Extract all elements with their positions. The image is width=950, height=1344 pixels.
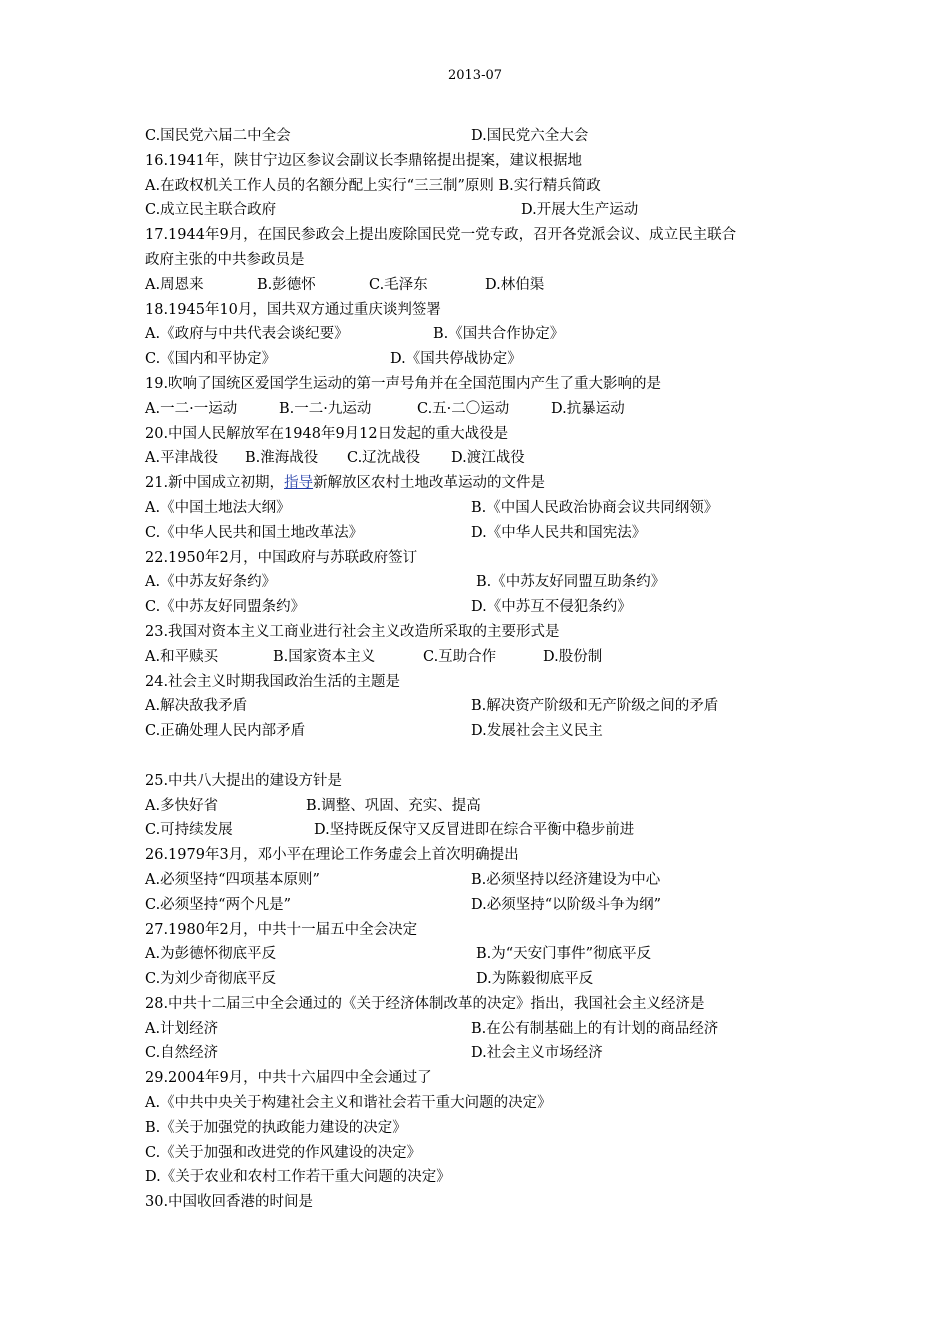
option-b: B.淮海战役 (245, 450, 319, 467)
option-b: B.《国共合作协定》 (433, 326, 565, 343)
option-c: C.为刘少奇彻底平反 (145, 971, 277, 988)
option-a: A.和平赎买 (145, 648, 219, 665)
question-28-options-cd (145, 1041, 845, 1066)
option-c: C.国民党六届二中全会 (145, 128, 291, 144)
option-a: A.《政府与中共代表会谈纪要》 (145, 326, 349, 343)
option-a: A.必须坚持“四项基本原则” (145, 871, 320, 888)
option-d: D.必须坚持“以阶级斗争为纲” (471, 896, 662, 913)
option-d: D.渡江战役 (451, 450, 525, 467)
question-22-options-cd (145, 595, 845, 620)
question-27-options-ab (145, 942, 845, 967)
question-25-options-cd (145, 818, 845, 843)
question-16-options-ab (145, 174, 845, 199)
question-15-options-cd (145, 124, 845, 149)
option-d: D.国民党六全大会 (471, 128, 589, 144)
option-a: A.解决敌我矛盾 (145, 698, 248, 715)
question-21-options-cd (145, 521, 845, 546)
option-b: B.《中国人民政治协商会议共同纲领》 (471, 499, 719, 516)
question-22-stem: 22.1950年2月，中国政府与苏联政府签订 (145, 549, 418, 566)
question-29-option-b: B.《关于加强党的执政能力建设的决定》 (145, 1119, 407, 1136)
option-d: D.坚持既反保守又反冒进即在综合平衡中稳步前进 (314, 822, 635, 839)
option-b: B.彭德怀 (257, 276, 316, 293)
question-29-stem: 29.2004年9月，中共十六届四中全会通过了 (145, 1070, 432, 1087)
document-body (145, 124, 845, 1215)
question-26-options-ab (145, 868, 845, 893)
option-d: D.开展大生产运动 (521, 202, 639, 219)
question-26-options-cd (145, 893, 845, 918)
option-b: B.必须坚持以经济建设为中心 (471, 871, 661, 888)
option-a: A.一二·一运动 (145, 400, 238, 417)
option-b: B.为“天安门事件”彻底平反 (476, 946, 652, 963)
question-26-stem: 26.1979年3月，邓小平在理论工作务虚会上首次明确提出 (145, 847, 519, 864)
question-20-stem: 20.中国人民解放军在1948年9月12日发起的重大战役是 (145, 425, 509, 442)
option-d: D.《中华人民共和国宪法》 (471, 524, 647, 541)
question-27-stem: 27.1980年2月，中共十一届五中全会决定 (145, 921, 418, 938)
option-a: A.《中国土地法大纲》 (145, 499, 291, 516)
question-25-options-ab (145, 794, 845, 819)
question-24-options-cd (145, 719, 845, 744)
option-b: B.《中苏友好同盟互助条约》 (476, 574, 666, 591)
question-17-options (145, 273, 845, 298)
question-16-stem: 16.1941年，陕甘宁边区参议会副议长李鼎铭提出提案，建议根据地 (145, 152, 582, 169)
stem-text: 21.新中国成立初期， (145, 475, 285, 492)
option-a: A.《中苏友好条约》 (145, 574, 277, 591)
option-c: C.辽沈战役 (347, 450, 421, 467)
question-18-options-cd (145, 347, 845, 372)
option-d: D.为陈毅彻底平反 (476, 971, 594, 988)
question-17-stem-line1: 17.1944年9月，在国民参政会上提出废除国民党一党专政，召开各党派会议、成立民主联合 (145, 227, 737, 244)
question-24-stem: 24.社会主义时期我国政治生活的主题是 (145, 673, 401, 690)
option-b: B.调整、巩固、充实、提高 (306, 797, 481, 814)
option-a: A.周恩来 (145, 276, 204, 293)
option-d: D.社会主义市场经济 (471, 1045, 603, 1062)
option-b: B.实行精兵简政 (498, 177, 601, 194)
question-18-stem: 18.1945年10月，国共双方通过重庆谈判签署 (145, 301, 441, 318)
question-29-option-a: A.《中共中央关于构建社会主义和谐社会若干重大问题的决定》 (145, 1095, 552, 1112)
option-c: C.必须坚持“两个凡是” (145, 896, 292, 913)
option-d: D.抗暴运动 (551, 400, 625, 417)
question-28-stem: 28.中共十二届三中全会通过的《关于经济体制改革的决定》指出，我国社会主义经济是 (145, 995, 705, 1012)
option-c: C.可持续发展 (145, 822, 233, 839)
option-a: A.在政权机关工作人员的名额分配上实行“三三制”原则 (145, 177, 494, 194)
option-b: B.在公有制基础上的有计划的商品经济 (471, 1020, 719, 1037)
option-c: C.互助合作 (423, 648, 497, 665)
question-29-option-c: C.《关于加强和改进党的作风建设的决定》 (145, 1144, 422, 1161)
blank-line (145, 744, 845, 769)
option-a: A.多快好省 (145, 797, 219, 814)
guide-link[interactable]: 指导 (284, 475, 314, 492)
question-18-options-ab (145, 322, 845, 347)
question-17-stem-line2: 政府主张的中共参政员是 (145, 251, 305, 268)
page-header-date: 2013-07 (447, 68, 503, 83)
question-27-options-cd (145, 967, 845, 992)
option-b: B.国家资本主义 (273, 648, 376, 665)
option-a: A.平津战役 (145, 450, 219, 467)
option-d: D.股份制 (543, 648, 603, 665)
option-d: D.《国共停战协定》 (390, 351, 522, 368)
option-b: B.一二·九运动 (279, 400, 372, 417)
option-c: C.正确处理人民内部矛盾 (145, 723, 306, 740)
question-29-option-d: D.《关于农业和农村工作若干重大问题的决定》 (145, 1169, 451, 1186)
option-d: D.《中苏互不侵犯条约》 (471, 599, 632, 616)
question-24-options-ab (145, 694, 845, 719)
option-c: C.成立民主联合政府 (145, 202, 277, 219)
question-23-options (145, 645, 845, 670)
option-c: C.毛泽东 (369, 276, 428, 293)
question-28-options-ab (145, 1017, 845, 1042)
option-d: D.林伯渠 (485, 276, 545, 293)
option-c: C.自然经济 (145, 1045, 219, 1062)
question-30-stem: 30.中国收回香港的时间是 (145, 1194, 314, 1211)
question-16-options-cd (145, 198, 845, 223)
stem-text: 新解放区农村土地改革运动的文件是 (313, 475, 546, 492)
option-b: B.解决资产阶级和无产阶级之间的矛盾 (471, 698, 719, 715)
question-19-stem: 19.吹响了国统区爱国学生运动的第一声号角并在全国范围内产生了重大影响的是 (145, 375, 662, 392)
question-20-options (145, 446, 845, 471)
option-a: A.计划经济 (145, 1020, 219, 1037)
question-21-stem (145, 471, 845, 496)
option-c: C.《中苏友好同盟条约》 (145, 599, 306, 616)
option-c: C.五·二〇运动 (417, 400, 510, 417)
question-25-stem: 25.中共八大提出的建设方针是 (145, 772, 343, 789)
question-23-stem: 23.我国对资本主义工商业进行社会主义改造所采取的主要形式是 (145, 623, 560, 640)
question-19-options (145, 397, 845, 422)
question-22-options-ab (145, 570, 845, 595)
option-a: A.为彭德怀彻底平反 (145, 946, 277, 963)
option-d: D.发展社会主义民主 (471, 723, 603, 740)
option-c: C.《中华人民共和国土地改革法》 (145, 524, 364, 541)
option-c: C.《国内和平协定》 (145, 351, 277, 368)
question-21-options-ab (145, 496, 845, 521)
